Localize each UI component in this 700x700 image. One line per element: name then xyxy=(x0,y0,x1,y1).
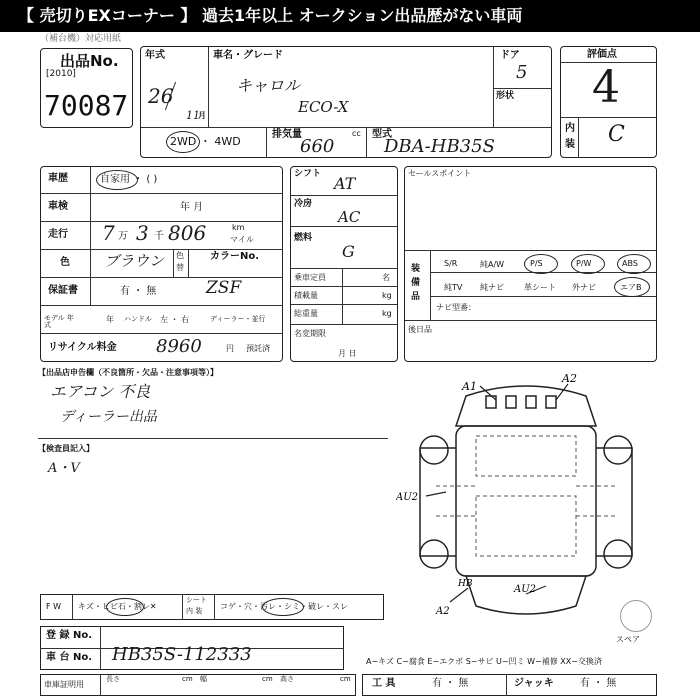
ps-circle xyxy=(524,254,558,274)
remarks-label: 【出品店申告欄（不良箇所・欠品・注意事項等）】 xyxy=(38,368,218,377)
navi-model-label: ナビ型番： xyxy=(436,303,476,312)
tools-label: 工 具 xyxy=(372,678,396,689)
grade-label: 評価点 xyxy=(587,49,617,60)
opt-aw: 純A/W xyxy=(480,260,505,269)
after-items-label: 後日品 xyxy=(408,325,432,334)
name-label: 車名・グレード xyxy=(213,50,283,61)
color-change-2: 替 xyxy=(176,263,184,272)
height-unit: cm xyxy=(340,675,351,683)
displacement-value: 660 xyxy=(300,136,335,157)
inspector-label: 【検査員記入】 xyxy=(38,444,94,453)
car-damage-diagram xyxy=(396,366,656,632)
recycle-label: リサイクル料金 xyxy=(48,342,117,353)
spare-label: スペア xyxy=(616,635,640,644)
stain-circle xyxy=(262,598,304,616)
garage-cert-label: 車庫証明用 xyxy=(44,680,84,689)
shift-label: シフト xyxy=(294,169,322,179)
chassis-label: 車 台 No. xyxy=(46,652,93,663)
shape-label: 形状 xyxy=(496,91,515,101)
colorno-value: ZSF xyxy=(206,278,242,298)
interior-label-1: 内 xyxy=(565,123,575,134)
mileage-label: 走行 xyxy=(48,229,68,240)
mile-unit: マイル xyxy=(230,235,254,244)
fuel-label: 燃料 xyxy=(294,233,313,243)
fw-label: F W xyxy=(46,602,62,611)
color-value: ブラウン xyxy=(104,252,165,270)
interior-score: C xyxy=(608,122,625,147)
color-change-1: 色 xyxy=(176,251,184,260)
height-label: 高さ xyxy=(280,675,294,683)
seat-label-2: 内 装 xyxy=(186,607,203,615)
banner-text: 【 売切りEXコーナー 】 過去1年以上 オークション出品歴がない車両 xyxy=(18,6,523,25)
stone-chip-circle xyxy=(106,598,144,616)
tools-value: 有 ・ 無 xyxy=(432,678,469,689)
colorno-label: カラーNo. xyxy=(210,251,260,262)
width-unit: cm xyxy=(262,675,273,683)
dealer-parallel: ディーラー・並行 xyxy=(210,315,266,323)
mileage-man: 7 xyxy=(102,221,115,245)
top-clip-text: （補台機）対応用紙 xyxy=(40,34,122,44)
shift-value: AT xyxy=(334,174,356,193)
color-label: 色 xyxy=(60,257,70,268)
remarks-line-2: ディーラー出品 xyxy=(60,409,157,425)
opt-leather: 革シート xyxy=(524,283,556,292)
door-count: 5 xyxy=(516,62,528,83)
remarks-line-1: エアコン 不良 xyxy=(50,382,151,401)
damage-au2-rear: AU2 xyxy=(514,584,537,595)
load-label: 積載量 xyxy=(294,291,318,300)
opt-ext-navi: 外ナビ xyxy=(572,283,596,292)
model-label: 型式 xyxy=(372,129,392,140)
opt-airbag: エアB xyxy=(620,283,642,292)
jack-value: 有 ・ 無 xyxy=(580,678,617,689)
ac-label: 冷房 xyxy=(294,199,313,209)
equipment-label: 装 備 品 xyxy=(411,264,421,302)
private-use-circle xyxy=(96,170,138,190)
width-label: 幅 xyxy=(200,675,207,683)
capacity-label: 乗車定員 xyxy=(294,273,326,282)
registration-label: 登 録 No. xyxy=(46,630,93,641)
garage-box xyxy=(40,674,356,696)
mileage-rest: 806 xyxy=(168,221,207,245)
fuel-value: G xyxy=(342,242,355,261)
recycle-unit: 円 xyxy=(226,344,234,353)
car-year: 26 xyxy=(148,84,174,108)
gross-label: 総重量 xyxy=(294,309,318,318)
sales-point-label: セールスポイント xyxy=(408,169,472,178)
damage-a2-rear: A2 xyxy=(436,606,450,617)
mileage-sen: 3 xyxy=(136,221,149,245)
jack-label: ジャッキ xyxy=(514,678,554,689)
drive-circle xyxy=(166,131,200,153)
damage-hb: HB xyxy=(458,579,473,589)
lot-label: 出品No. xyxy=(60,52,119,70)
title-change-label: 名変期限 xyxy=(294,329,326,338)
grade-score: 4 xyxy=(592,62,620,113)
warranty-value: 有 ・ 無 xyxy=(120,286,157,297)
damage-a1: A1 xyxy=(462,380,477,393)
opt-pw: P/W xyxy=(576,259,592,268)
lot-stamp: [2010] xyxy=(46,69,76,79)
door-label: ドア xyxy=(500,50,520,61)
length-label: 長さ xyxy=(106,675,120,683)
opt-navi: 純ナビ xyxy=(480,283,504,292)
opt-ps: P/S xyxy=(530,259,543,268)
ac-value: AC xyxy=(338,208,361,226)
year-unit: 年 xyxy=(106,315,114,324)
length-unit: cm xyxy=(182,675,193,683)
km-unit: km xyxy=(232,223,245,232)
damage-legend: A−キズ C−腐食 E−エクボ S−サビ U−凹ミ W−補修 XX−交換済 xyxy=(366,657,602,666)
sen-unit: 千 xyxy=(154,231,164,242)
interior-label-2: 装 xyxy=(565,139,575,150)
car-month: 11 xyxy=(186,109,200,122)
warranty-label: 保証書 xyxy=(48,285,78,296)
damage-au2-left: AU2 xyxy=(396,492,419,503)
car-name: キャロル xyxy=(236,76,301,95)
fw-items: キズ・ヒビ石・割レ✕ xyxy=(78,602,157,611)
lot-number: 70087 xyxy=(44,89,129,122)
capacity-unit: 名 xyxy=(382,273,390,282)
handle-label: ハンドル xyxy=(124,315,152,323)
history-value: 自家用 ・ ( ) xyxy=(100,174,158,185)
remarks-divider xyxy=(38,438,388,439)
shaken-label: 車検 xyxy=(48,201,68,212)
nenshiki-label: 年式 xyxy=(145,50,165,61)
fw-items-2: コゲ・穴・汚レ・シミ・破レ・スレ xyxy=(220,602,348,611)
gross-unit: kg xyxy=(382,309,392,318)
model-value: DBA-HB35S xyxy=(384,136,495,157)
cc-unit: cc xyxy=(352,129,361,138)
opt-sr: S/R xyxy=(444,259,458,268)
title-change-value: 月 日 xyxy=(338,349,357,358)
history-label: 車歴 xyxy=(48,173,68,184)
man-unit: 万 xyxy=(118,231,128,242)
shaken-value: 年 月 xyxy=(180,202,204,213)
inspector-note: A・V xyxy=(48,461,80,476)
model-year-label: モデル 年 式 xyxy=(44,314,74,329)
chassis-value: HB35S-112333 xyxy=(112,644,252,665)
opt-abs: ABS xyxy=(622,259,638,268)
recycle-value: 8960 xyxy=(156,336,202,357)
damage-a2: A2 xyxy=(562,372,577,385)
recycle-deposit: 預託済 xyxy=(246,344,270,353)
seat-label-1: シート xyxy=(186,596,207,604)
load-unit: kg xyxy=(382,291,392,300)
pw-circle xyxy=(571,254,605,274)
abs-circle xyxy=(617,254,651,274)
handle-value: 左 ・ 右 xyxy=(160,315,190,324)
airbag-circle xyxy=(614,277,650,297)
car-grade: ECO-X xyxy=(298,98,349,116)
displacement-label: 排気量 xyxy=(272,129,302,140)
drive-type: 2WD ・ 4WD xyxy=(170,135,241,148)
opt-tv: 純TV xyxy=(444,283,463,292)
spare-tire-icon xyxy=(620,600,652,632)
month-unit: 月 xyxy=(198,111,206,120)
